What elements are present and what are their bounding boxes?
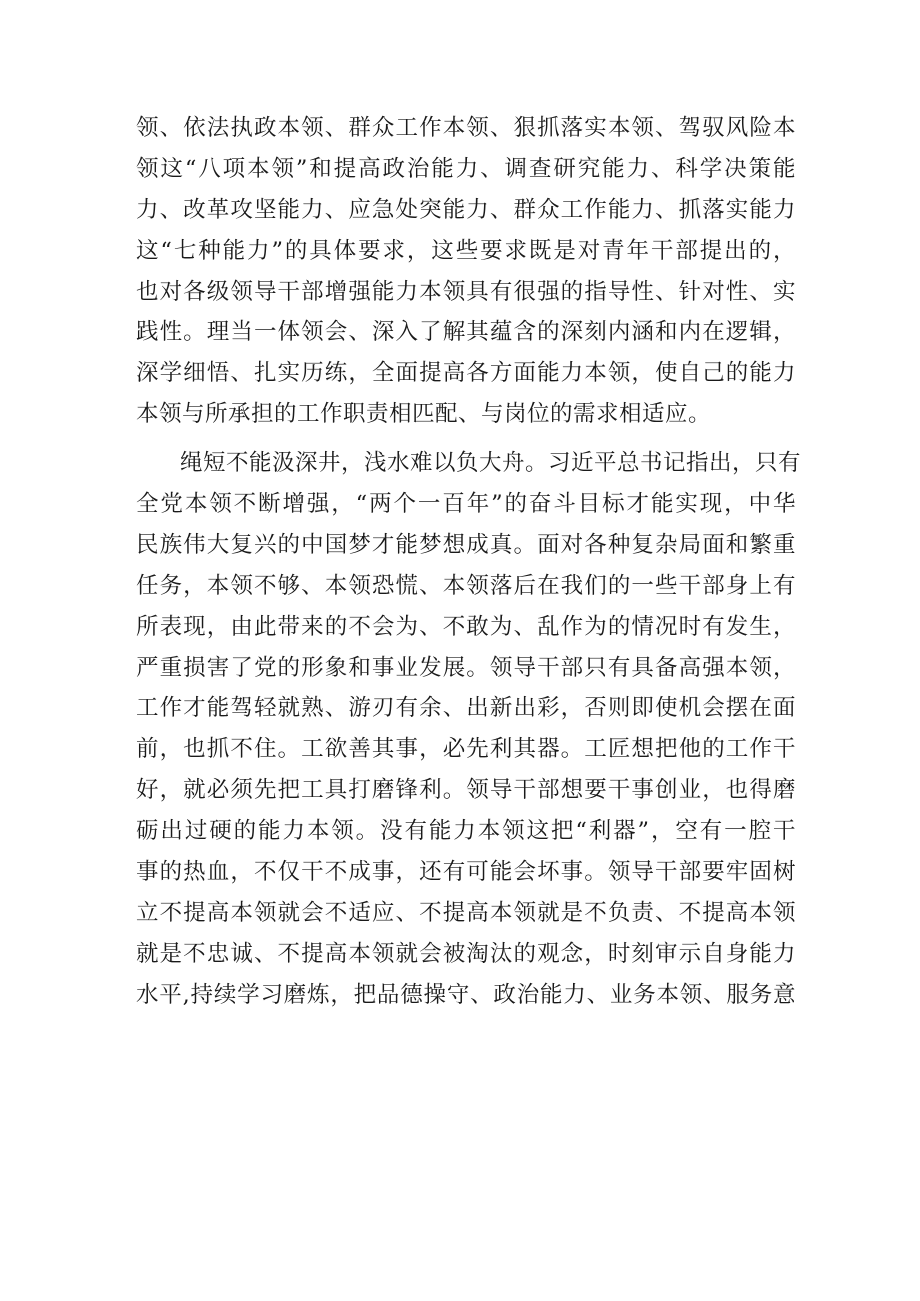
text-line: 这“七种能力”的具体要求，这些要求既是对青年干部提出的， bbox=[136, 237, 796, 264]
text-line: 事的热血，不仅干不成事，还有可能会坏事。领导干部要牢固树 bbox=[136, 859, 796, 886]
text-line: 本领与所承担的工作职责相匹配、与岗位的需求相适应。 bbox=[136, 401, 712, 428]
text-line: 践性。理当一体领会、深入了解其蕴含的深刻内涵和内在逻辑， bbox=[136, 319, 796, 346]
text-line: 前，也抓不住。工欲善其事，必先利其器。工匠想把他的工作干 bbox=[136, 736, 796, 763]
paragraph-2 bbox=[136, 443, 802, 1015]
text-line: 就是不忠诚、不提高本领就会被淘汰的观念，时刻审示自身能力 bbox=[136, 940, 796, 967]
text-line: 力、改革攻坚能力、应急处突能力、群众工作能力、抓落实能力 bbox=[136, 196, 796, 223]
document-body bbox=[136, 108, 802, 1016]
text-line: 也对各级领导干部增强能力本领具有很强的指导性、针对性、实 bbox=[136, 278, 796, 305]
text-line: 绳短不能汲深井，浅水难以负大舟。习近平总书记指出，只有 bbox=[180, 450, 802, 477]
text-line: 立不提高本领就会不适应、不提高本领就是不负责、不提高本领 bbox=[136, 899, 796, 926]
text-line: 领这“八项本领”和提高政治能力、调查研究能力、科学决策能 bbox=[136, 155, 796, 182]
text-line: 全党本领不断增强，“两个一百年”的奋斗目标才能实现，中华 bbox=[136, 491, 796, 518]
text-line: 砺出过硬的能力本领。没有能力本领这把“利器”，空有一腔干 bbox=[136, 818, 796, 845]
text-line: 好，就必须先把工具打磨锋利。领导干部想要干事创业，也得磨 bbox=[136, 777, 796, 804]
text-line: 民族伟大复兴的中国梦才能梦想成真。面对各种复杂局面和繁重 bbox=[136, 531, 796, 558]
text-line: 工作才能驾轻就熟、游刃有余、出新出彩，否则即使机会摆在面 bbox=[136, 695, 796, 722]
text-line: 所表现，由此带来的不会为、不敢为、乱作为的情况时有发生， bbox=[136, 613, 796, 640]
text-line: 任务，本领不够、本领恐慌、本领落后在我们的一些干部身上有 bbox=[136, 572, 796, 599]
text-line: 深学细悟、扎实历练，全面提高各方面能力本领，使自己的能力 bbox=[136, 360, 796, 387]
paragraph-1 bbox=[136, 108, 796, 435]
text-line: 严重损害了党的形象和事业发展。领导干部只有具备高强本领， bbox=[136, 654, 796, 681]
text-line: 水平,持续学习磨炼，把品德操守、政治能力、业务本领、服务意 bbox=[136, 981, 796, 1008]
text-line: 领、依法执政本领、群众工作本领、狠抓落实本领、驾驭风险本 bbox=[136, 115, 796, 141]
